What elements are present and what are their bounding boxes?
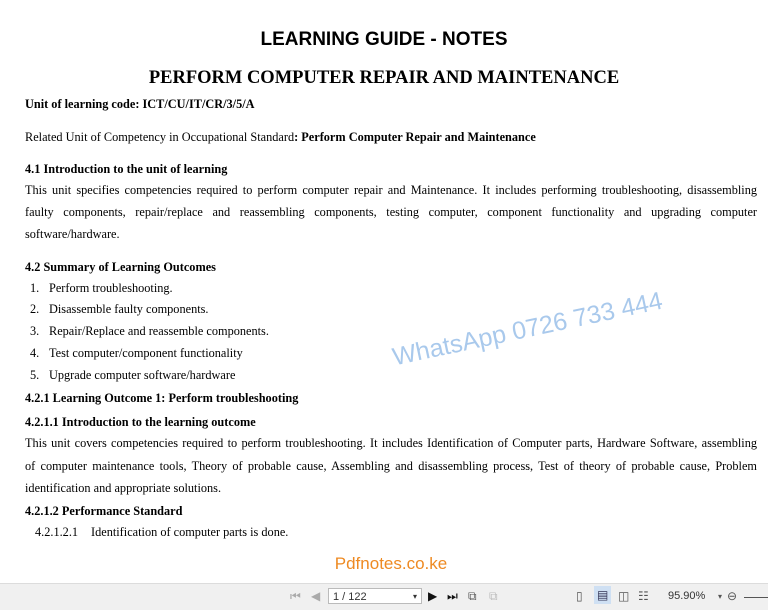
- list-item: [30, 281, 173, 296]
- item-number: 4.2.1.2.1: [35, 525, 79, 539]
- section-heading: 4.2.1.1 Introduction to the learning outcome: [25, 415, 256, 429]
- paragraph-line: faulty components, repair/replace and reassembling components, testing computer, component functionality and upgrading computer: [25, 205, 757, 219]
- paragraph-line: This unit covers competencies required to perform troubleshooting. It includes Identification of Computer parts, Hardware Software, assembling: [25, 436, 757, 450]
- document-title: LEARNING GUIDE - NOTES: [260, 29, 508, 50]
- related-label: Related Unit of Competency in Occupational Standard: [25, 130, 295, 144]
- paragraph-line: software/hardware.: [25, 227, 120, 241]
- copy-page-icon[interactable]: ⧉: [489, 589, 498, 603]
- continuous-page-icon[interactable]: ▤: [594, 586, 611, 604]
- section-heading: 4.2 Summary of Learning Outcomes: [25, 260, 216, 274]
- list-item: [30, 346, 243, 361]
- item-text: Identification of computer parts is done.: [91, 525, 289, 539]
- list-text: Disassemble faulty components.: [49, 302, 209, 316]
- list-number: 1.: [30, 281, 40, 295]
- last-page-icon[interactable]: ⏭: [447, 589, 458, 603]
- insert-page-icon[interactable]: ⧉: [468, 589, 477, 603]
- page-number: 1 / 122: [333, 591, 367, 603]
- paragraph-line: of computer maintenance tools, Theory of probable cause, Assembling and disassembling process, Test of theory of probable cause, Problem: [25, 459, 757, 473]
- zoom-dropdown-icon[interactable]: ▾: [718, 592, 723, 601]
- page-selector[interactable]: [328, 588, 422, 604]
- watermark: WhatsApp 0726 733 444: [389, 286, 666, 372]
- chevron-down-icon: ▾: [412, 592, 417, 601]
- next-page-icon[interactable]: ▶: [428, 589, 438, 603]
- two-page-icon[interactable]: ◫: [618, 589, 630, 603]
- section-heading: 4.1 Introduction to the unit of learning: [25, 162, 228, 176]
- list-number: 2.: [30, 302, 40, 316]
- list-item: [30, 324, 269, 339]
- related-unit: [25, 130, 536, 145]
- single-page-icon[interactable]: ▯: [576, 589, 583, 603]
- list-item: [30, 302, 209, 317]
- first-page-icon[interactable]: ⏮: [290, 589, 301, 603]
- list-number: 4.: [30, 346, 40, 360]
- previous-page-icon[interactable]: ◀: [311, 589, 321, 603]
- list-text: Repair/Replace and reassemble components.: [49, 324, 269, 338]
- pdf-toolbar: [0, 583, 768, 610]
- continuous-two-page-icon[interactable]: ☷: [638, 589, 649, 603]
- zoom-out-icon[interactable]: ⊖: [727, 589, 738, 603]
- paragraph-line: This unit specifies competencies required to perform computer repair and Maintenance. It includes performing troubleshooting, disassembling: [25, 183, 757, 197]
- zoom-level[interactable]: 95.90%: [668, 590, 706, 602]
- list-number: 5.: [30, 368, 40, 382]
- paragraph-line: identification and appropriate solutions.: [25, 481, 222, 495]
- unit-code: Unit of learning code: ICT/CU/IT/CR/3/5/A: [25, 97, 255, 111]
- zoom-slider[interactable]: [744, 597, 768, 598]
- document-subtitle: PERFORM COMPUTER REPAIR AND MAINTENANCE: [148, 68, 620, 88]
- list-item: [30, 368, 235, 383]
- list-text: Test computer/component functionality: [49, 346, 243, 360]
- section-heading: 4.2.1 Learning Outcome 1: Perform troubleshooting: [25, 391, 299, 405]
- section-heading: 4.2.1.2 Performance Standard: [25, 504, 183, 518]
- brand-footer: Pdfnotes.co.ke: [334, 554, 448, 573]
- list-text: Perform troubleshooting.: [49, 281, 173, 295]
- related-value: : Perform Computer Repair and Maintenance: [294, 130, 536, 144]
- list-text: Upgrade computer software/hardware: [49, 368, 236, 382]
- list-number: 3.: [30, 324, 40, 338]
- performance-item: [35, 525, 288, 540]
